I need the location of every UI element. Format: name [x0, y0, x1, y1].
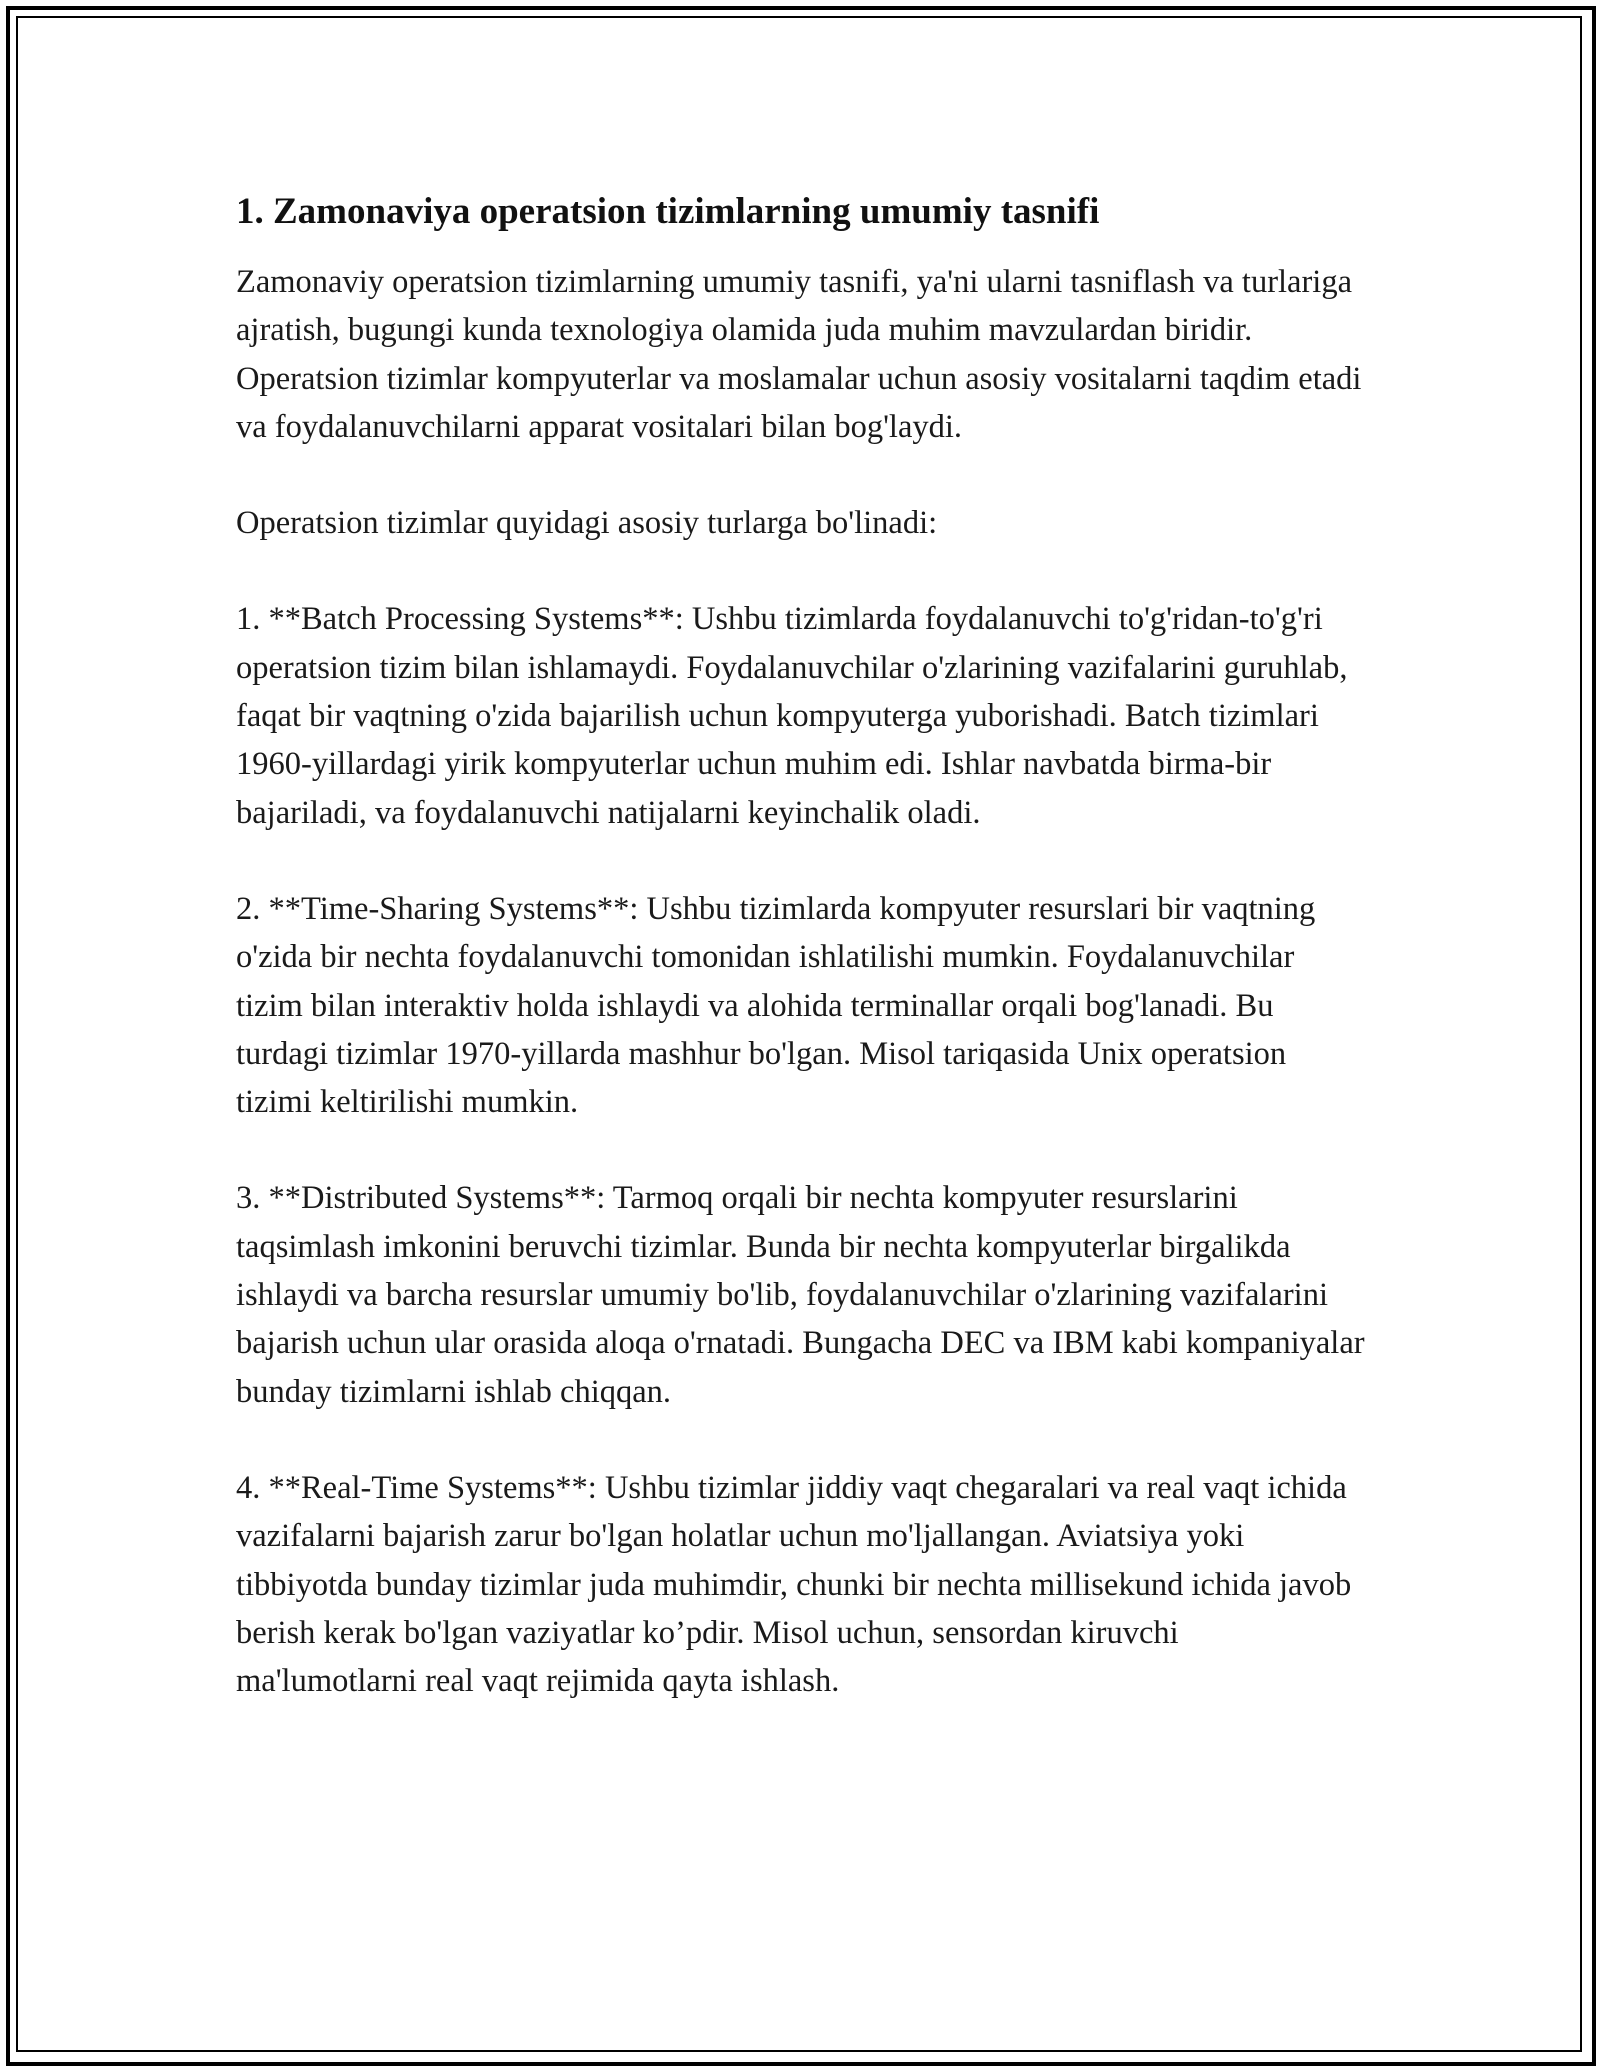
distributed-systems-paragraph: 3. **Distributed Systems**: Tarmoq orqali bir nechta kompyuter resurslarini taqsimlash imkonini beruvchi tizimlar. Bunda bir nechta kompyuterlar birgalikda ishlaydi va barcha resurslar umumiy bo'lib, foydalanuvchilar o'zlarining vazifalarini bajarish uchun ular orasida aloqa o'rnatadi. Bungacha DEC va IBM kabi kompaniyalar bunday tizimlarni ishlab chiqqan.	[236, 1180, 1365, 1410]
batch-processing-paragraph: 1. **Batch Processing Systems**: Ushbu tizimlarda foydalanuvchi to'g'ridan-to'g'ri operatsion tizim bilan ishlamaydi. Foydalanuvchilar o'zlarining vazifalarini guruhlab, faqat bir vaqtning o'zida bajarilish uchun kompyuterga yuborishadi. Batch tizimlari 1960-yillardagi yirik kompyuterlar uchun muhim edi. Ishlar navbatda birma-bir bajariladi, va foydalanuvchi natijalarni keyinchalik oladi.	[236, 601, 1348, 831]
real-time-systems-paragraph: 4. **Real-Time Systems**: Ushbu tizimlar jiddiy vaqt chegaralari va real vaqt ichida vazifalarni bajarish zarur bo'lgan holatlar uchun mo'ljallangan. Aviatsiya yoki tibbiyotda bunday tizimlar juda muhimdir, chunki bir nechta millisekund ichida javob berish kerak bo'lgan vaziyatlar ko’pdir. Misol uchun, sensordan kiruvchi ma'lumotlarni real vaqt rejimida qayta ishlash.	[236, 1469, 1352, 1700]
document-body	[236, 188, 1366, 1753]
intro-paragraph: Zamonaviy operatsion tizimlarning umumiy tasnifi, ya'ni ularni tasniflash va turlariga ajratish, bugungi kunda texnologiya olamida juda muhim mavzulardan biridir. Operatsion tizimlar kompyuterlar va moslamalar uchun asosiy vositalarni taqdim etadi va foydalanuvchilarni apparat vositalari bilan bog'laydi.	[236, 264, 1362, 445]
time-sharing-paragraph: 2. **Time-Sharing Systems**: Ushbu tizimlarda kompyuter resurslari bir vaqtning o'zida bir nechta foydalanuvchi tomonidan ishlatilishi mumkin. Foydalanuvchilar tizim bilan interaktiv holda ishlaydi va alohida terminallar orqali bog'lanadi. Bu turdagi tizimlar 1970-yillarda mashhur bo'lgan. Misol tariqasida Unix operatsion tizimi keltirilishi mumkin.	[236, 890, 1316, 1121]
document-title: 1. Zamonaviya operatsion tizimlarning umumiy tasnifi	[236, 191, 1100, 232]
types-intro-paragraph: Operatsion tizimlar quyidagi asosiy turlarga bo'linadi:	[236, 505, 938, 542]
